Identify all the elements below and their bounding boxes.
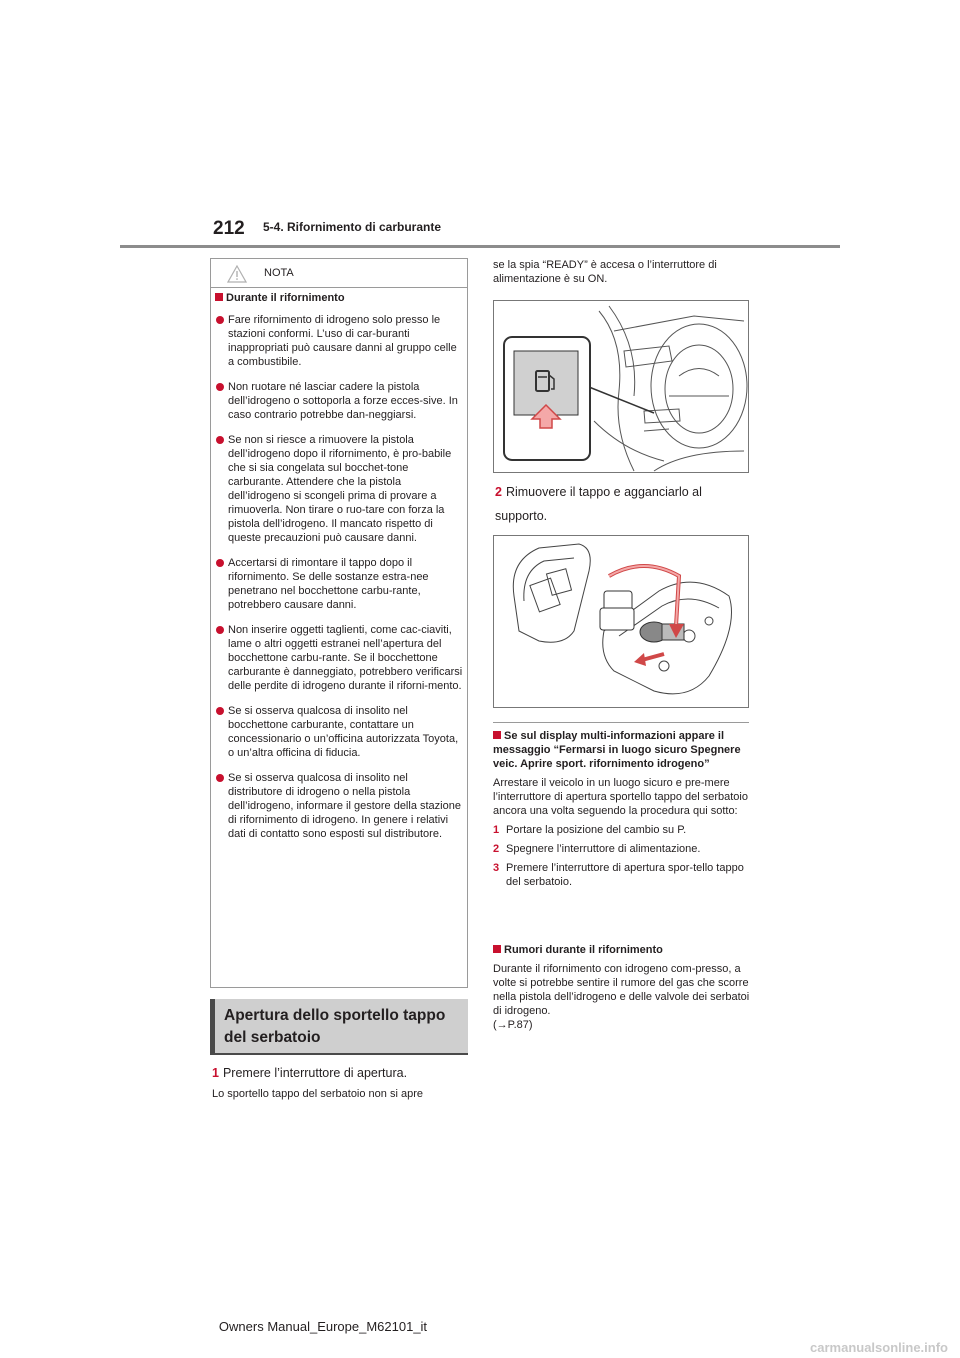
refuel-noise-heading: Rumori durante il rifornimento [493, 943, 751, 957]
square-bullet-icon [493, 731, 501, 739]
bullet-icon [216, 707, 224, 715]
note-subheading: Durante il rifornimento [215, 291, 465, 305]
note-item: Non inserire oggetti taglienti, come cac-ciaviti, lame o altri oggetti estranei nell’apertura del bocchettone carbu-rante. Se il bocchettone carburante è danneggiato, potrebbero verificarsi delle perdite di idrogeno durante il riforni-mento. [215, 623, 465, 693]
step-1-detail-continued: se la spia “READY” è accesa o l’interruttore di alimentazione è su ON. [493, 259, 717, 285]
square-bullet-icon [493, 945, 501, 953]
procedure-step: 3 Premere l’interruttore di apertura spor-tello tappo del serbatoio. [493, 862, 744, 888]
page-reference-link[interactable]: (→P.87) [493, 1019, 533, 1031]
note-title: NOTA [264, 267, 294, 279]
fuel-cap-figure [493, 535, 749, 708]
display-message-body: Arrestare il veicolo in un luogo sicuro e pre-mere l’interruttore di apertura sportello tappo del serbatoio ancora una volta seguendo la procedura qui sotto: [493, 777, 748, 817]
procedure-step: 1 Portare la posizione del cambio su P. [493, 824, 687, 836]
bullet-icon [216, 383, 224, 391]
display-message-heading: Se sul display multi-informazioni appare il messaggio “Fermarsi in luogo sicuro Spegnere veic. Aprire sport. rifornimento idrogeno” [493, 730, 741, 770]
refuel-noise-section [493, 943, 751, 1032]
square-bullet-icon [215, 293, 223, 301]
watermark: carmanualsonline.info [810, 1340, 948, 1355]
note-item: Non ruotare né lasciar cadere la pistola dell’idrogeno o sottoporla a forze ecces-sive. In caso contrario potrebbe dan-neggiarsi. [215, 380, 465, 422]
fuel-cap-illustration [494, 536, 749, 708]
bullet-icon [216, 316, 224, 324]
section-heading: Apertura dello sportello tappo del serbatoio [224, 1007, 446, 1046]
note-item: Fare rifornimento di idrogeno solo presso le stazioni conformi. L’uso di car-buranti inappropriati può causare danni al gruppo celle a combustibile. [215, 313, 465, 369]
dashboard-illustration [494, 301, 749, 473]
step-1: 1 Premere l’interruttore di apertura. [212, 1066, 408, 1080]
footer: Owners Manual_Europe_M62101_it [218, 1319, 428, 1334]
bullet-icon [216, 774, 224, 782]
fuel-door-switch-figure [493, 300, 749, 473]
note-body [215, 291, 465, 852]
note-item: Se si osserva qualcosa di insolito nel distributore di idrogeno o nella pistola dell’idrogeno, informare il gestore della stazione di rifornimento di idrogeno. In genere i relativi dati di contatto sono esposti sul distributore. [215, 771, 465, 841]
pull-arrow-icon [642, 654, 664, 660]
header-rule [120, 245, 840, 248]
bullet-icon [216, 436, 224, 444]
page-number: 212 [213, 218, 245, 239]
section-heading-box [210, 999, 468, 1055]
warning-icon [227, 265, 247, 283]
note-item: Accertarsi di rimontare il tappo dopo il rifornimento. Se delle sostanze estra-nee penetrano nel bocchettone carbu-rante, potrebbero causare danni. [215, 556, 465, 612]
bullet-icon [216, 559, 224, 567]
bullet-icon [216, 626, 224, 634]
refuel-noise-body: Durante il rifornimento con idrogeno com-presso, a volte si potrebbe sentire il rumore del gas che scorre nella pistola dell’idrogeno e delle valvole dei serbatoi di idrogeno. [493, 963, 750, 1017]
section-title: 5-4. Rifornimento di carburante [263, 220, 442, 234]
note-item: Se si osserva qualcosa di insolito nel bocchettone carburante, contattare un concessionario o un’officina autorizzata Toyota, o un’altra officina di fiducia. [215, 704, 465, 760]
note-header [211, 259, 467, 288]
procedure-step: 2 Spegnere l’interruttore di alimentazione. [493, 843, 701, 855]
divider [493, 722, 749, 723]
step-2: 2 Rimuovere il tappo e agganciarlo al supporto. [495, 485, 702, 523]
note-box [210, 258, 468, 988]
display-message-section [493, 729, 751, 889]
note-item: Se non si riesce a rimuovere la pistola dell’idrogeno dopo il rifornimento, è pro-babile che si sia congelata sul bocchet-tone carburante. Attendere che la pistola dell’idrogeno si scongeli prima di provare a rimuoverla. Non tirare o ruo-tare con forza la pistola dell’idrogeno. Il mancato rispetto di queste precauzioni può causare danni. [215, 433, 465, 545]
step-1-detail: Lo sportello tappo del serbatoio non si apre [212, 1088, 423, 1100]
